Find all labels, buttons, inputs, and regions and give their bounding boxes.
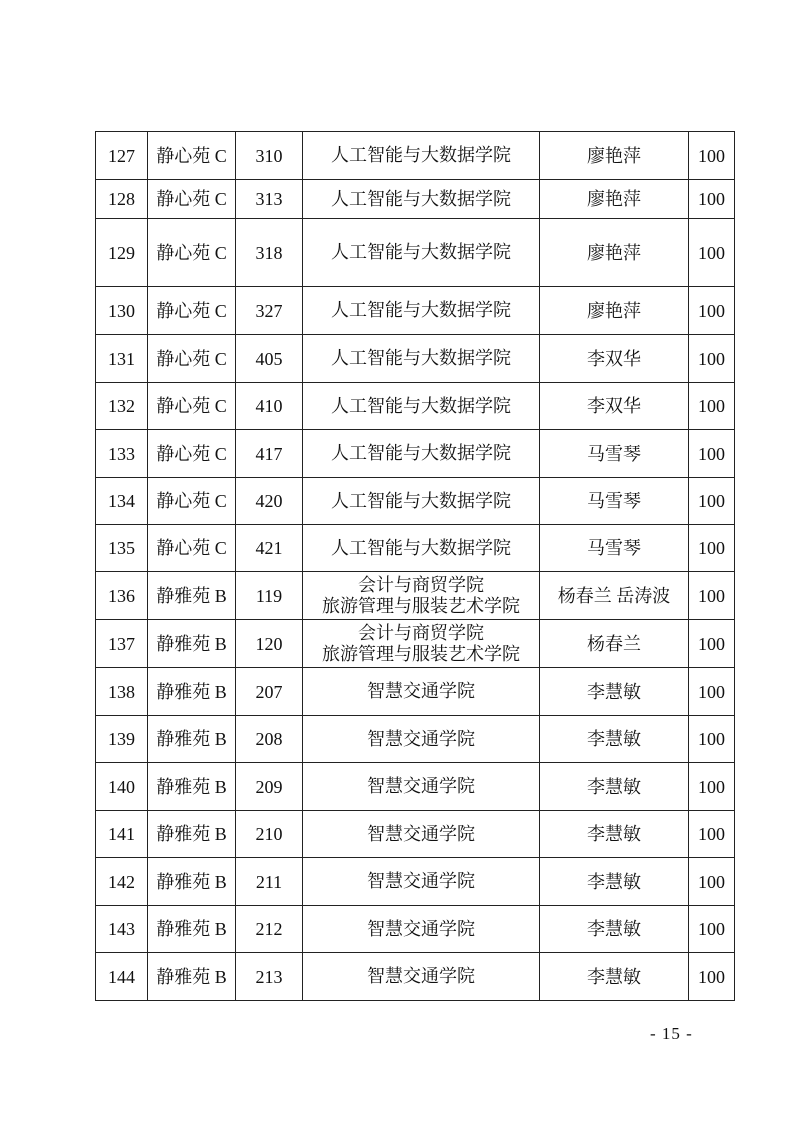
manager-cell: 杨春兰 xyxy=(540,620,689,668)
score-cell: 100 xyxy=(689,763,735,811)
table-row xyxy=(96,132,735,180)
building-cell: 静心苑 C xyxy=(148,287,236,335)
row-number-cell: 135 xyxy=(96,525,148,572)
table-body xyxy=(96,132,735,1001)
manager-cell: 马雪琴 xyxy=(540,430,689,478)
table-row xyxy=(96,287,735,335)
row-number-cell: 137 xyxy=(96,620,148,668)
score-cell: 100 xyxy=(689,953,735,1001)
college-name: 智慧交通学院 xyxy=(367,918,475,939)
score-cell: 100 xyxy=(689,383,735,430)
room-cell: 213 xyxy=(236,953,303,1001)
table-row xyxy=(96,383,735,430)
score-cell: 100 xyxy=(689,132,735,180)
score-cell: 100 xyxy=(689,668,735,716)
college-name: 智慧交通学院 xyxy=(367,871,475,891)
building-cell: 静雅苑 B xyxy=(148,572,236,620)
row-number-cell: 129 xyxy=(96,219,148,287)
college-cell xyxy=(303,763,540,811)
college-cell xyxy=(303,668,540,716)
college-cell xyxy=(303,430,540,478)
table-row xyxy=(96,906,735,953)
room-cell: 119 xyxy=(236,572,303,620)
college-name: 人工智能与大数据学院 xyxy=(331,443,511,463)
college-cell xyxy=(303,335,540,383)
building-cell: 静心苑 C xyxy=(148,525,236,572)
row-number-cell: 140 xyxy=(96,763,148,811)
score-cell: 100 xyxy=(689,811,735,858)
score-cell: 100 xyxy=(689,525,735,572)
table-row xyxy=(96,478,735,525)
college-cell xyxy=(303,620,540,668)
college-name: 会计与商贸学院 xyxy=(358,622,484,643)
row-number-cell: 138 xyxy=(96,668,148,716)
table-row xyxy=(96,572,735,620)
manager-cell: 廖艳萍 xyxy=(540,219,689,287)
building-cell: 静雅苑 B xyxy=(148,858,236,906)
college-name: 会计与商贸学院 xyxy=(358,574,484,595)
room-cell: 420 xyxy=(236,478,303,525)
room-cell: 313 xyxy=(236,180,303,219)
college-name: 人工智能与大数据学院 xyxy=(331,145,511,165)
score-cell: 100 xyxy=(689,287,735,335)
manager-cell: 李慧敏 xyxy=(540,858,689,906)
college-name: 人工智能与大数据学院 xyxy=(331,537,511,558)
college-cell xyxy=(303,219,540,287)
room-cell: 327 xyxy=(236,287,303,335)
room-cell: 410 xyxy=(236,383,303,430)
manager-cell: 李慧敏 xyxy=(540,811,689,858)
building-cell: 静雅苑 B xyxy=(148,620,236,668)
college-name: 人工智能与大数据学院 xyxy=(331,188,511,209)
manager-cell: 廖艳萍 xyxy=(540,132,689,180)
room-cell: 210 xyxy=(236,811,303,858)
score-cell: 100 xyxy=(689,716,735,763)
college-name: 人工智能与大数据学院 xyxy=(331,490,511,511)
manager-cell: 李慧敏 xyxy=(540,763,689,811)
room-cell: 209 xyxy=(236,763,303,811)
manager-cell: 廖艳萍 xyxy=(540,180,689,219)
building-cell: 静心苑 C xyxy=(148,430,236,478)
score-cell: 100 xyxy=(689,335,735,383)
table-row xyxy=(96,763,735,811)
college-cell xyxy=(303,906,540,953)
college-name: 智慧交通学院 xyxy=(367,823,475,844)
table-row xyxy=(96,335,735,383)
manager-cell: 马雪琴 xyxy=(540,478,689,525)
table-row xyxy=(96,811,735,858)
score-cell: 100 xyxy=(689,478,735,525)
row-number-cell: 130 xyxy=(96,287,148,335)
college-cell xyxy=(303,180,540,219)
college-name: 人工智能与大数据学院 xyxy=(331,395,511,416)
building-cell: 静雅苑 B xyxy=(148,811,236,858)
row-number-cell: 136 xyxy=(96,572,148,620)
college-cell xyxy=(303,716,540,763)
college-cell xyxy=(303,525,540,572)
row-number-cell: 143 xyxy=(96,906,148,953)
building-cell: 静心苑 C xyxy=(148,219,236,287)
college-name: 智慧交通学院 xyxy=(367,681,475,701)
college-cell xyxy=(303,953,540,1001)
college-name: 智慧交通学院 xyxy=(367,966,475,986)
manager-cell: 李双华 xyxy=(540,383,689,430)
room-cell: 207 xyxy=(236,668,303,716)
room-cell: 421 xyxy=(236,525,303,572)
manager-cell: 杨春兰 岳涛波 xyxy=(540,572,689,620)
table-row xyxy=(96,858,735,906)
building-cell: 静雅苑 B xyxy=(148,716,236,763)
college-cell xyxy=(303,287,540,335)
score-cell: 100 xyxy=(689,906,735,953)
building-cell: 静雅苑 B xyxy=(148,906,236,953)
building-cell: 静雅苑 B xyxy=(148,953,236,1001)
college-name: 智慧交通学院 xyxy=(367,728,475,749)
room-cell: 417 xyxy=(236,430,303,478)
dormitory-score-table xyxy=(95,131,735,1001)
college-cell xyxy=(303,383,540,430)
table-row xyxy=(96,430,735,478)
table-row xyxy=(96,668,735,716)
building-cell: 静雅苑 B xyxy=(148,668,236,716)
building-cell: 静心苑 C xyxy=(148,335,236,383)
row-number-cell: 131 xyxy=(96,335,148,383)
row-number-cell: 144 xyxy=(96,953,148,1001)
manager-cell: 李慧敏 xyxy=(540,716,689,763)
room-cell: 120 xyxy=(236,620,303,668)
row-number-cell: 142 xyxy=(96,858,148,906)
table-row xyxy=(96,525,735,572)
score-cell: 100 xyxy=(689,572,735,620)
building-cell: 静雅苑 B xyxy=(148,763,236,811)
college-cell xyxy=(303,572,540,620)
college-name: 旅游管理与服装艺术学院 xyxy=(322,595,520,616)
score-cell: 100 xyxy=(689,430,735,478)
room-cell: 310 xyxy=(236,132,303,180)
table-row xyxy=(96,716,735,763)
score-cell: 100 xyxy=(689,180,735,219)
building-cell: 静心苑 C xyxy=(148,383,236,430)
college-cell xyxy=(303,858,540,906)
page-number: - 15 - xyxy=(650,1024,693,1043)
manager-cell: 李慧敏 xyxy=(540,953,689,1001)
manager-cell: 李慧敏 xyxy=(540,668,689,716)
table-row xyxy=(96,219,735,287)
score-cell: 100 xyxy=(689,858,735,906)
table-row xyxy=(96,953,735,1001)
building-cell: 静心苑 C xyxy=(148,180,236,219)
score-cell: 100 xyxy=(689,620,735,668)
room-cell: 212 xyxy=(236,906,303,953)
row-number-cell: 134 xyxy=(96,478,148,525)
room-cell: 318 xyxy=(236,219,303,287)
room-cell: 405 xyxy=(236,335,303,383)
row-number-cell: 133 xyxy=(96,430,148,478)
manager-cell: 李慧敏 xyxy=(540,906,689,953)
building-cell: 静心苑 C xyxy=(148,132,236,180)
row-number-cell: 139 xyxy=(96,716,148,763)
room-cell: 208 xyxy=(236,716,303,763)
manager-cell: 廖艳萍 xyxy=(540,287,689,335)
row-number-cell: 132 xyxy=(96,383,148,430)
room-cell: 211 xyxy=(236,858,303,906)
college-name: 人工智能与大数据学院 xyxy=(331,300,511,320)
college-name: 人工智能与大数据学院 xyxy=(331,348,511,368)
college-name: 智慧交通学院 xyxy=(367,776,475,796)
college-cell xyxy=(303,811,540,858)
college-cell xyxy=(303,478,540,525)
score-cell: 100 xyxy=(689,219,735,287)
table-row xyxy=(96,180,735,219)
row-number-cell: 127 xyxy=(96,132,148,180)
college-name: 人工智能与大数据学院 xyxy=(331,242,511,262)
row-number-cell: 128 xyxy=(96,180,148,219)
table-row xyxy=(96,620,735,668)
college-cell xyxy=(303,132,540,180)
manager-cell: 李双华 xyxy=(540,335,689,383)
building-cell: 静心苑 C xyxy=(148,478,236,525)
manager-cell: 马雪琴 xyxy=(540,525,689,572)
row-number-cell: 141 xyxy=(96,811,148,858)
college-name: 旅游管理与服装艺术学院 xyxy=(322,643,520,664)
